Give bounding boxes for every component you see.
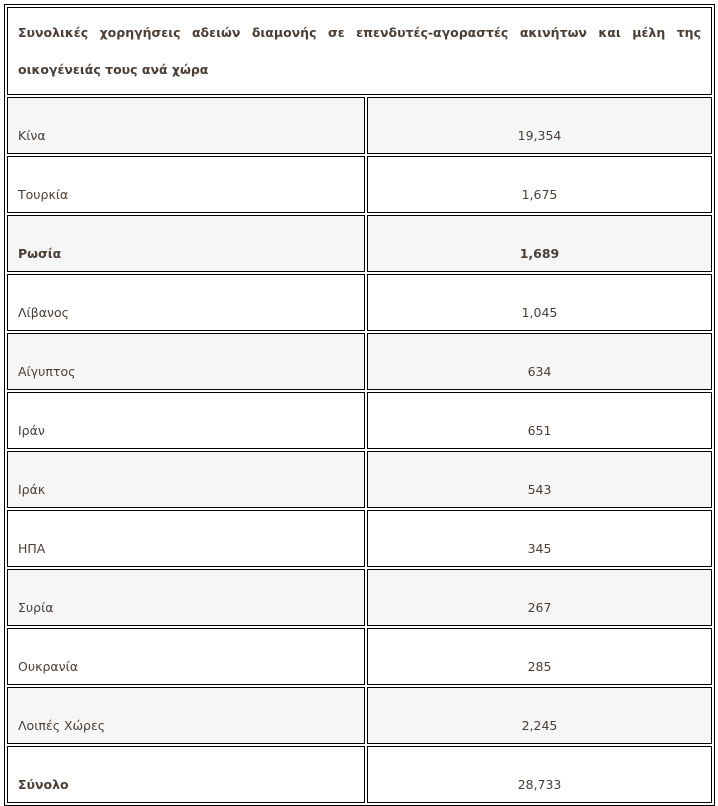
total-value: 28,733: [367, 746, 712, 803]
country-cell: Τουρκία: [7, 156, 365, 213]
country-cell: Ουκρανία: [7, 628, 365, 685]
table-row: [7, 451, 712, 508]
table-row: [7, 333, 712, 390]
total-row: [7, 746, 712, 803]
country-cell: Αίγυπτος: [7, 333, 365, 390]
total-label: Σύνολο: [7, 746, 365, 803]
value-cell: 267: [367, 569, 712, 626]
country-cell: Ιράν: [7, 392, 365, 449]
table-header-row: [7, 7, 712, 95]
value-cell: 2,245: [367, 687, 712, 744]
table-row: [7, 392, 712, 449]
value-cell: 1,045: [367, 274, 712, 331]
value-cell: 543: [367, 451, 712, 508]
country-cell: Λίβανος: [7, 274, 365, 331]
value-cell: 285: [367, 628, 712, 685]
value-cell: 651: [367, 392, 712, 449]
country-cell: Συρία: [7, 569, 365, 626]
country-cell: ΗΠΑ: [7, 510, 365, 567]
country-cell: Ιράκ: [7, 451, 365, 508]
table-row: [7, 510, 712, 567]
country-cell: Κίνα: [7, 97, 365, 154]
country-cell: Λοιπές Χώρες: [7, 687, 365, 744]
table-row: [7, 569, 712, 626]
value-cell: 345: [367, 510, 712, 567]
value-cell: 1,675: [367, 156, 712, 213]
table-row: [7, 628, 712, 685]
table-row: [7, 215, 712, 272]
table-row: [7, 274, 712, 331]
value-cell: 19,354: [367, 97, 712, 154]
value-cell: 634: [367, 333, 712, 390]
country-cell: Ρωσία: [7, 215, 365, 272]
value-cell: 1,689: [367, 215, 712, 272]
table-title: Συνολικές χορηγήσεις αδειών διαμονής σε επενδυτές-αγοραστές ακινήτων και μέλη της οικογένειάς τους ανά χώρα: [7, 7, 712, 95]
table-row: [7, 687, 712, 744]
residence-permits-table: [4, 4, 715, 806]
table-row: [7, 97, 712, 154]
table-row: [7, 156, 712, 213]
